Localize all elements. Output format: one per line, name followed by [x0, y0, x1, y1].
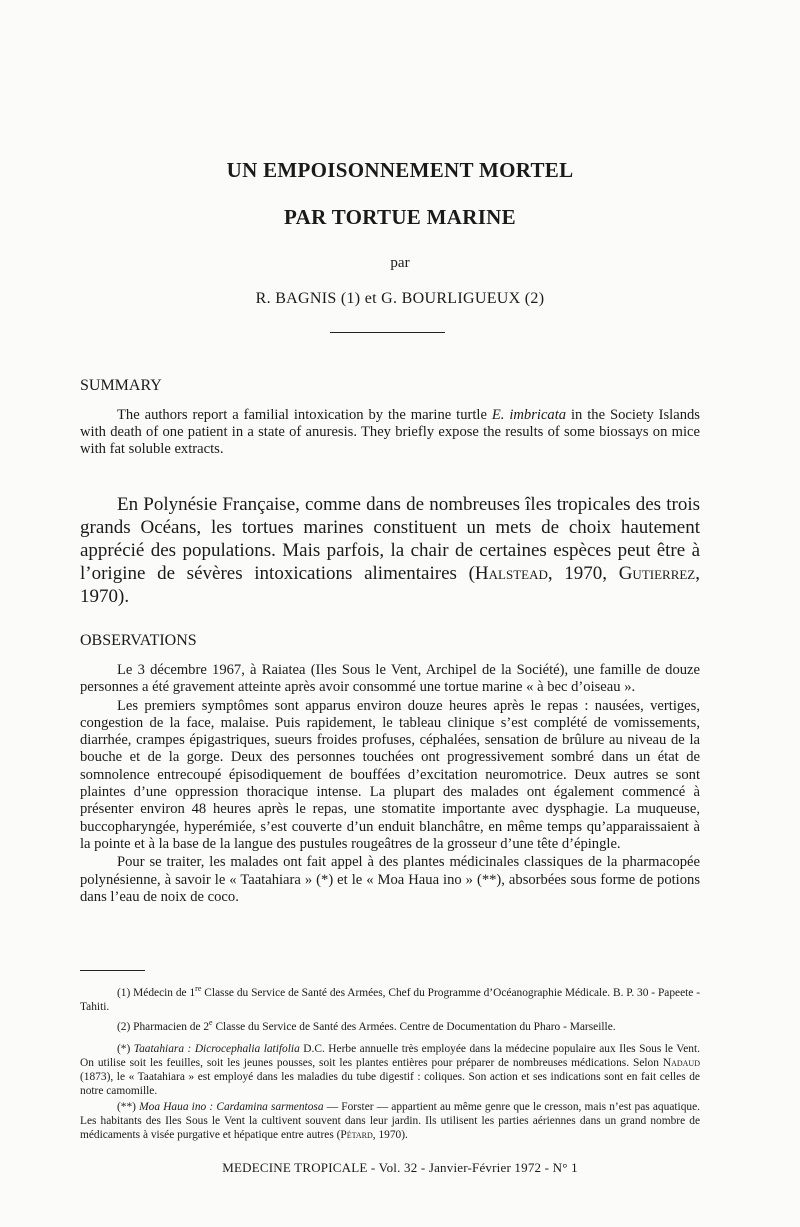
observations-paragraph-2: Les premiers symptômes sont apparus environ douze heures après le repas : nausées, vertiges, congestion de la face, malaise. Puis rapidement, le tableau clinique s’est complété de vomissements, diarrhée, crampes épigastriques, sueurs froides profuses, céphalées, sensation de brûlure au niveau de la bouche et de la gorge. Deux des personnes touchées ont progressivement sombré dans un état de somnolence entrecoupé épisodiquement de bouffées d’excitation neuromotrice. Deux autres se sont plaintes d’une oppression thoracique intense. La plupart des malades ont également commencé à présenter environ 48 heures après le repas, une stomatite importante avec dysphagie. La muqueuse, buccopharyngée, hyperémiée, s’est couverte d’un enduit blanchâtre, en même temps qu’apparaissaient à la pointe et à la base de la langue des pustules rougeâtres de la grosseur d’une tête d’épingle. [80, 697, 700, 852]
footnote-taatahiara [80, 1042, 700, 1098]
footnote-1-sup: re [195, 984, 202, 993]
footnotes [80, 982, 700, 1142]
summary-text-end: in the Society Islands with death of one patient in a state of anuresis. They briefly expose the results of some biossays on mice with fat soluble extracts. [80, 407, 700, 458]
title-line-1: UN EMPOISONNEMENT MORTEL [226, 158, 574, 182]
footnote-moa-haua-ino [80, 1100, 700, 1142]
intro-ref-halstead: Halstead [474, 563, 548, 584]
footnote-1-end: Classe du Service de Santé des Armées, Chef du Programme d’Océanographie Médicale. B. P. 30 - Papeete - Tahiti. [80, 986, 701, 1013]
footnote-4-text: — Forster — appartient au même genre que le cresson, mais n’est pas aquatique. Les habitants des Iles Sous le Vent la cultivent souvent dans leur jardin. Ils utilisent les parties aériennes dans un grand nombre de médicaments à visée purgative et hépatique entre autres ( [80, 1100, 701, 1141]
journal-footer: MEDECINE TROPICALE - Vol. 32 - Janvier-Février 1972 - N° 1 [222, 1160, 578, 1175]
footnote-3-end: (1873), le « Taatahiara » est employé dans les maladies du tube digestif : coliques. Son action et ses indications sont en fait celles de notre camomille. [80, 1070, 700, 1097]
intro-text-mid: , 1970, [547, 563, 619, 584]
footnote-2-end: Classe du Service de Santé des Armées. Centre de Documentation du Pharo - Marseille. [212, 1020, 616, 1033]
intro-paragraph [80, 493, 700, 608]
observations-paragraph-3: Pour se traiter, les malades ont fait appel à des plantes médicinales classiques de la pharmacopée polynésienne, à savoir le « Taatahiara » (*) et le « Moa Haua ino » (**), absorbées sous forme de potions dans l’eau de noix de coco. [80, 854, 700, 905]
summary-text [80, 407, 700, 459]
footnote-4-end: , 1970). [372, 1128, 408, 1141]
footnote-4-mark: (**) [117, 1100, 140, 1113]
footnote-2-start: (2) Pharmacien de 2 [117, 1020, 210, 1033]
footnote-3-ref: Nadaud [662, 1056, 700, 1069]
footnote-divider [80, 970, 145, 971]
observations-paragraph-1: Le 3 décembre 1967, à Raiatea (Iles Sous le Vent, Archipel de la Société), une famille de douze personnes a été gravement atteinte après avoir consommé une tortue marine « à bec d’oiseau ». [80, 662, 700, 696]
footnote-1-start: (1) Médecin de 1 [117, 986, 196, 999]
summary-species: E. imbricata [491, 407, 567, 423]
intro-ref-gutierrez: Gutierrez [618, 563, 696, 584]
footnote-2 [80, 1016, 700, 1034]
summary-heading: SUMMARY [80, 377, 162, 394]
title-line-2: PAR TORTUE MARINE [284, 205, 516, 229]
footnote-3-mark: (*) [117, 1042, 134, 1055]
intro-text-end: , 1970). [80, 563, 700, 607]
observations-heading: OBSERVATIONS [80, 632, 197, 649]
footnote-3-species: Taatahiara : Dicrocephalia latifolia [133, 1042, 300, 1055]
footnote-3-text: D.C. Herbe annuelle très employée dans la médecine populaire aux Iles Sous le Vent. On utilise soit les feuilles, soit les jeunes pousses, soit les plantes entières pour préparer de nombreuses médications. Selon [80, 1042, 701, 1069]
authors-line: R. BAGNIS (1) et G. BOURLIGUEUX (2) [255, 290, 545, 307]
observations-body [80, 662, 700, 906]
summary-text-start: The authors report a familial intoxication by the marine turtle [117, 407, 492, 423]
footnote-4-ref: Pétard [340, 1128, 373, 1141]
footnote-2-sup: e [209, 1017, 213, 1027]
footnote-4-species: Moa Haua ino : Cardamina sarmentosa [139, 1100, 324, 1113]
intro-text-start: En Polynésie Française, comme dans de nombreuses îles tropicales des trois grands Océans, les tortues marines constituent un mets de choix hautement apprécié des populations. Mais parfois, la chair de certaines espèces peut être à l’origine de sévères intoxications alimentaires ( [80, 494, 700, 584]
by-label: par [390, 255, 410, 271]
footnote-1 [80, 982, 700, 1014]
title-divider [330, 332, 445, 333]
